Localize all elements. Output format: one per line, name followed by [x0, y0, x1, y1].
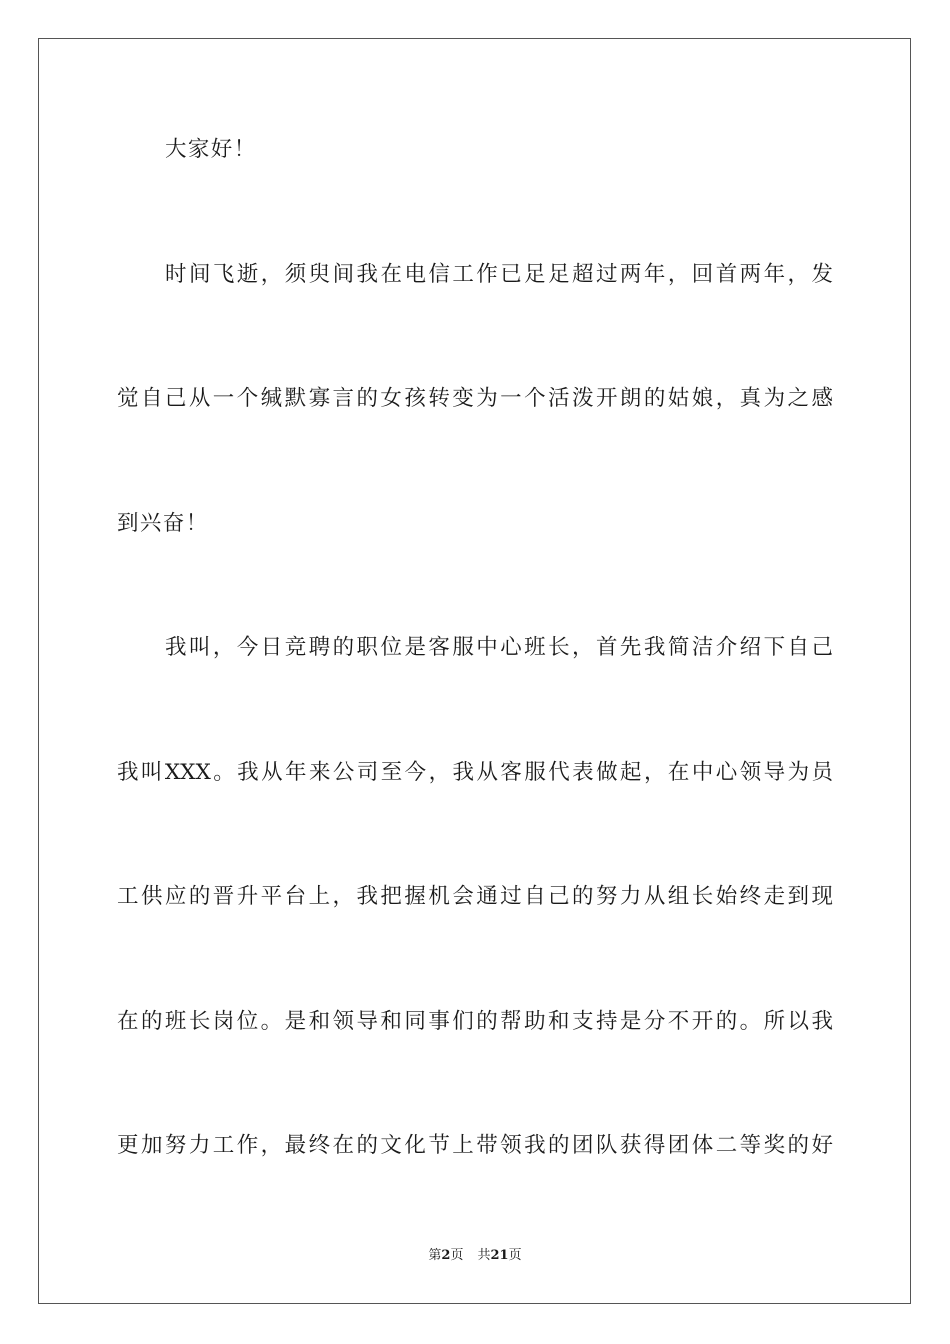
body-line-8: 更加努力工作，最终在的文化节上带领我的团队获得团体二等奖的好	[117, 1133, 833, 1158]
body-line-7: 在的班长岗位。是和领导和同事们的帮助和支持是分不开的。所以我	[117, 1009, 833, 1034]
greeting-line: 大家好！	[165, 137, 257, 162]
body-line-1: 时间飞逝，须臾间我在电信工作已足足超过两年，回首两年，发	[165, 262, 833, 287]
total-pages: 21	[490, 1248, 509, 1263]
body-line-6: 工供应的晋升平台上，我把握机会通过自己的努力从组长始终走到现	[117, 884, 833, 909]
total-prefix: 共	[477, 1248, 491, 1263]
page-border	[38, 38, 911, 1304]
page-suffix: 页	[450, 1248, 464, 1263]
page-number: 2	[441, 1248, 451, 1263]
body-line-5: 我叫XXX。我从年来公司至今，我从客服代表做起，在中心领导为员	[117, 760, 833, 785]
page-prefix: 第	[428, 1248, 442, 1263]
body-line-4: 我叫，今日竞聘的职位是客服中心班长，首先我简洁介绍下自己	[165, 635, 833, 660]
body-line-3: 到兴奋！	[117, 511, 209, 536]
body-line-2: 觉自己从一个缄默寡言的女孩转变为一个活泼开朗的姑娘，真为之感	[117, 386, 833, 411]
total-suffix: 页	[508, 1248, 522, 1263]
page-footer	[0, 1246, 950, 1266]
